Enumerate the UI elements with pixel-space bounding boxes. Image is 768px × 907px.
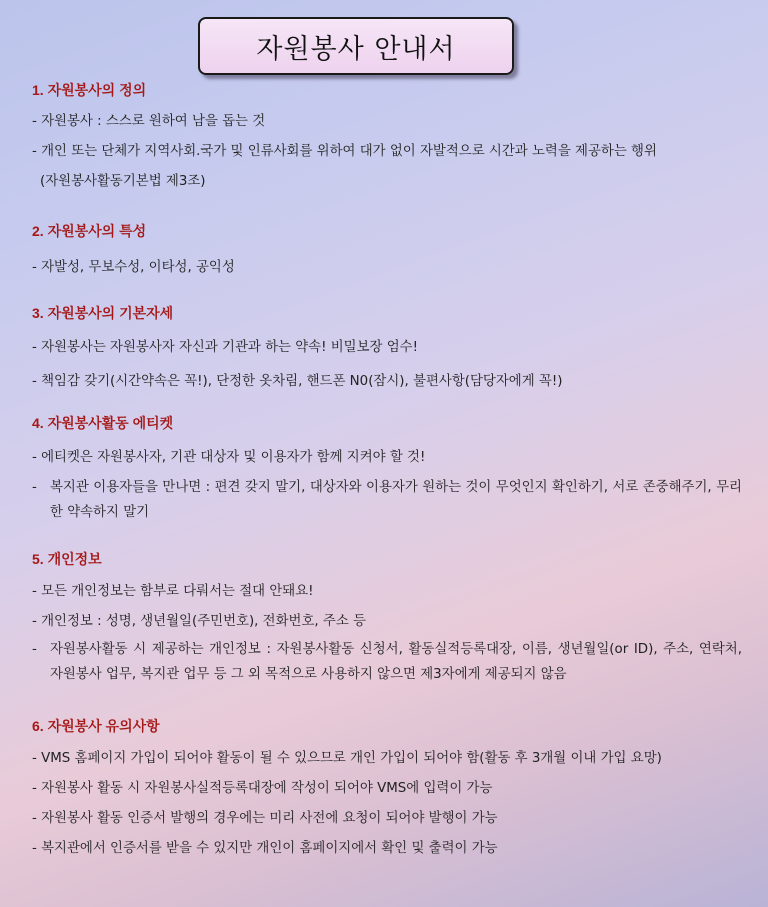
page-title: 자원봉사 안내서 xyxy=(198,17,514,75)
list-item: - VMS 홈페이지 가입이 되어야 활동이 될 수 있으므로 개인 가입이 되어야 함(활동 후 3개월 이내 가입 요망) xyxy=(32,751,662,766)
section-basic-attitude xyxy=(32,303,742,397)
section-personal-info xyxy=(32,549,742,687)
list-item-text: 복지관 이용자들을 만나면 : 편견 갖지 말기, 대상자와 이용자가 원하는 것이 무엇인지 확인하기, 서로 존중해주기, 무리한 약속하지 말기 xyxy=(50,480,742,520)
section-heading: 1. 자원봉사의 정의 xyxy=(32,82,147,98)
list-item: - 자원봉사 : 스스로 원하여 남을 돕는 것 xyxy=(32,114,266,129)
section-definition xyxy=(32,80,742,197)
section-heading: 6. 자원봉사 유의사항 xyxy=(32,718,160,734)
list-item: - 책임감 갖기(시간약속은 꼭!), 단정한 옷차림, 핸드폰 N0(잠시), 불편사항(담당자에게 꼭!) xyxy=(32,374,563,389)
list-item: - 개인정보 : 성명, 생년월일(주민번호), 전화번호, 주소 등 xyxy=(32,614,366,629)
list-item: - 복지관에서 인증서를 받을 수 있지만 개인이 홈페이지에서 확인 및 출력이 가능 xyxy=(32,841,498,856)
section-heading: 5. 개인정보 xyxy=(32,551,102,567)
list-item: - 에티켓은 자원봉사자, 기관 대상자 및 이용자가 함께 지켜야 할 것! xyxy=(32,450,426,465)
section-etiquette xyxy=(32,413,742,525)
list-item xyxy=(32,475,742,525)
list-item: - 자원봉사 활동 시 자원봉사실적등록대장에 작성이 되어야 VMS에 입력이 가능 xyxy=(32,781,493,796)
section-heading: 4. 자원봉사활동 에티켓 xyxy=(32,415,174,431)
list-item xyxy=(32,637,742,687)
list-item: - 모든 개인정보는 함부로 다뤄서는 절대 안돼요! xyxy=(32,584,314,599)
section-heading: 3. 자원봉사의 기본자세 xyxy=(32,305,174,321)
list-item: - 개인 또는 단체가 지역사회.국가 및 인류사회를 위하여 대가 없이 자발적으로 시간과 노력을 제공하는 행위 xyxy=(32,144,657,159)
bullet-dash: - xyxy=(32,480,37,495)
section-characteristics xyxy=(32,221,742,283)
list-item: - 자발성, 무보수성, 이타성, 공익성 xyxy=(32,260,235,275)
list-item: - 자원봉사 활동 인증서 발행의 경우에는 미리 사전에 요청이 되어야 발행이 가능 xyxy=(32,811,498,826)
section-notes xyxy=(32,716,742,864)
bullet-dash: - xyxy=(32,642,37,657)
section-heading: 2. 자원봉사의 특성 xyxy=(32,223,147,239)
law-reference: (자원봉사활동기본법 제3조) xyxy=(40,174,206,189)
list-item-text: 자원봉사활동 시 제공하는 개인정보 : 자원봉사활동 신청서, 활동실적등록대장, 이름, 생년월일(or ID), 주소, 연락처, 자원봉사 업무, 복지관 업무 등 그 외 목적으로 사용하지 않으면 제3자에게 제공되지 않음 xyxy=(50,642,742,682)
list-item: - 자원봉사는 자원봉사자 자신과 기관과 하는 약속! 비밀보장 엄수! xyxy=(32,340,418,355)
